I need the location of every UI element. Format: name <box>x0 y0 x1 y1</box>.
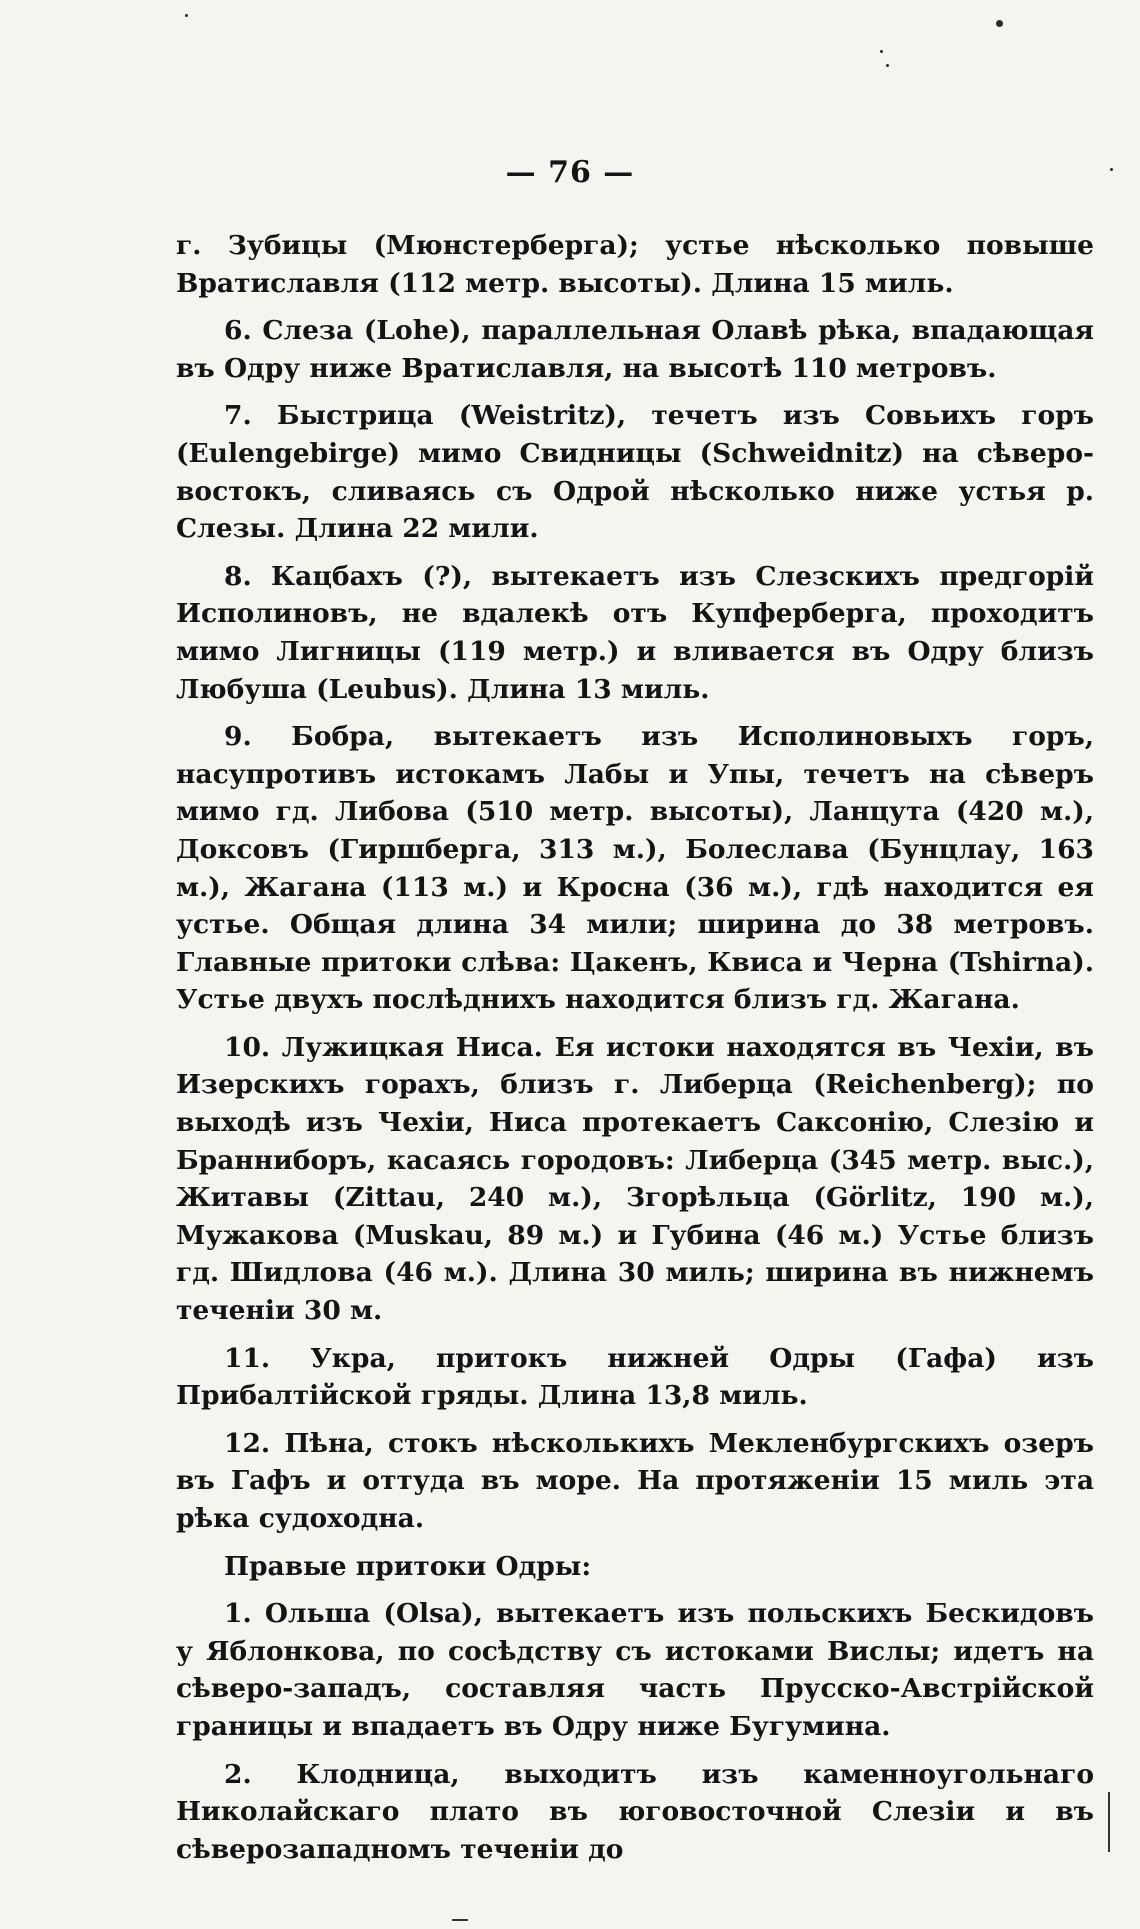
scan-speck <box>185 14 188 17</box>
scan-margin-line <box>1108 1792 1110 1852</box>
scan-speck <box>880 50 883 53</box>
paragraph-bystritsa: 7. Быстрица (Weistritz), течетъ изъ Совьихъ горъ (Eulengebirge) мимо Свидницы (Schweidnitz) на сѣверо-востокъ, сливаясь съ Одрой нѣсколько ниже устья р. Слезы. Длина 22 мили. <box>176 400 1094 545</box>
scan-bottom-mark <box>452 1919 468 1921</box>
paragraph-olsha: 1. Ольша (Olsa), вытекаетъ изъ польскихъ Бескидовъ у Яблонкова, по сосѣдству съ истоками Вислы; идетъ на сѣверо-западъ, составляя часть Прусско-Австрійской границы и впадаетъ въ Одру ниже Бугумина. <box>176 1598 1094 1742</box>
scan-speck <box>1110 168 1113 171</box>
paragraph-katsbakh: 8. Кацбахъ (?), вытекаетъ изъ Слезскихъ предгорій Исполиновъ, не вдалекѣ отъ Купферберга, проходитъ мимо Лигницы (119 метр.) и вливается въ Одру близъ Любуша (Leubus). Длина 13 миль. <box>176 560 1094 705</box>
scan-speck <box>996 20 1003 27</box>
paragraph-pena: 12. Пѣна, стокъ нѣсколькихъ Мекленбургскихъ озеръ въ Гафъ и оттуда въ море. На протяженіи 15 миль эта рѣка судоходна. <box>176 1427 1094 1534</box>
scan-speck <box>886 64 889 67</box>
paragraph-luzhitskaya-nisa: 10. Лужицкая Ниса. Ея истоки находятся въ Чехіи, въ Изерскихъ горахъ, близъ г. Либерца (Reichenberg); по выходѣ изъ Чехіи, Ниса протекаетъ Саксонію, Слезію и Бранниборъ, касаясь городовъ: Либерца (345 метр. выс.), Житавы (Zittau, 240 м.), Згорѣльца (Görlitz, 190 м.), Мужакова (Muskau, 89 м.) и Губина (46 м.) Устье близъ гд. Шидлова (46 м.). Длина 30 миль; ширина въ нижнемъ теченіи 30 м. <box>176 1031 1094 1327</box>
paragraph-ukra: 11. Укра, притокъ нижней Одры (Гафа) изъ Прибалтійской гряды. Длина 13,8 миль. <box>176 1342 1094 1412</box>
paragraph-right-tributaries-heading: Правые притоки Одры: <box>224 1550 592 1582</box>
paragraph-bobra: 9. Бобра, вытекаетъ изъ Исполиновыхъ горъ, насупротивъ истокамъ Лабы и Упы, течетъ на сѣверъ мимо гд. Либова (510 метр. высоты), Ланцута (420 м.), Доксовъ (Гиршберга, 313 м.), Болеслава (Бунцлау, 163 м.), Жагана (113 м.) и Кросна (36 м.), гдѣ находится ея устье. Общая длина 34 мили; ширина до 38 метровъ. Главные притоки слѣва: Цакенъ, Квиса и Черна (Tshirna). Устье двухъ послѣднихъ находится близъ гд. Жагана. <box>176 721 1094 1016</box>
paragraph-continuation: г. Зубицы (Мюнстерберга); устье нѣсколько повыше Вратиславля (112 метр. высоты). Длина 15 миль. <box>176 230 1094 299</box>
paragraph-klodnitsa: 2. Клодница, выходитъ изъ каменноугольнаго Николайскаго плато въ юговосточной Слезіи и въ сѣверозападномъ теченіи до <box>176 1758 1094 1865</box>
page-number: — 76 — <box>505 155 635 190</box>
paragraph-sleza: 6. Слеза (Lohe), параллельная Олавѣ рѣка, впадающая въ Одру ниже Вратиславля, на высотѣ 110 метровъ. <box>176 315 1094 384</box>
body-text <box>176 227 1094 1878</box>
